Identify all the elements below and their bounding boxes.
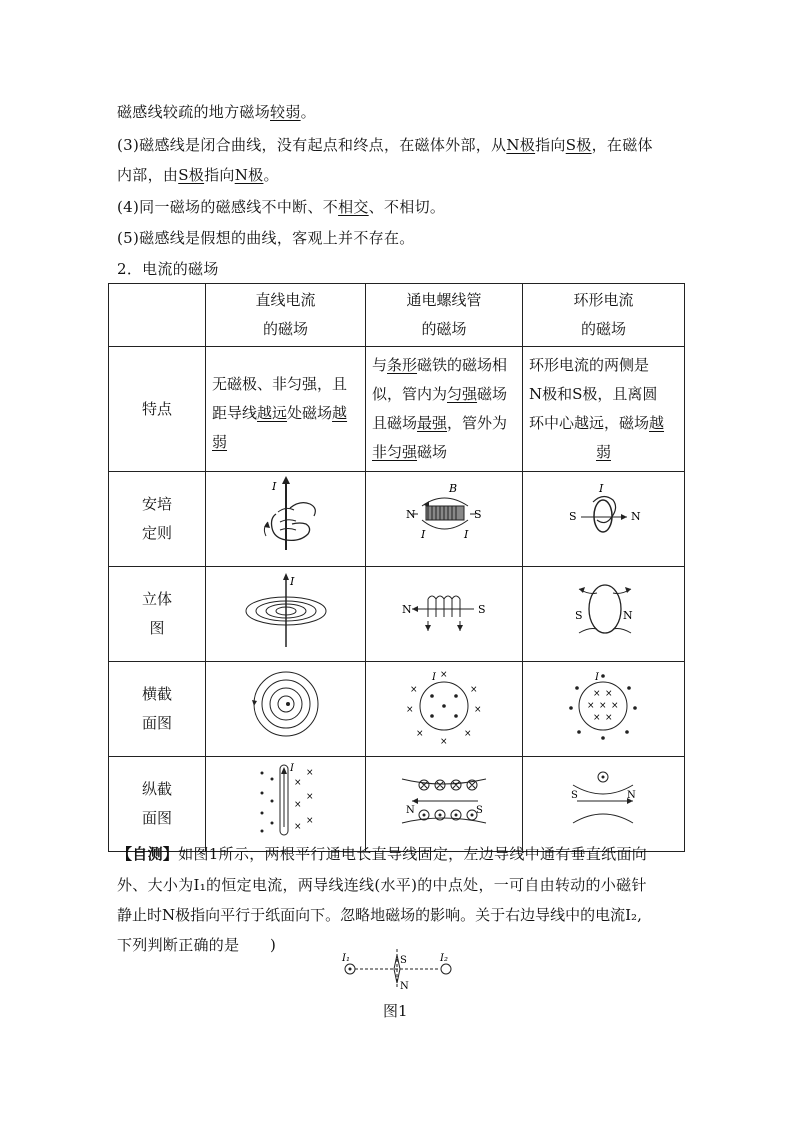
compass-s-label: S	[400, 955, 407, 966]
cross-mark: ×	[416, 729, 424, 739]
cell-text: 环形电流的两侧是	[529, 356, 650, 374]
text: 2．电流的磁场	[117, 260, 219, 278]
table-row-ampere-rule	[109, 472, 685, 567]
text-line-2	[117, 134, 653, 155]
header-text: 的磁场	[580, 320, 626, 338]
cross-mark: ×	[306, 768, 314, 778]
table-row-3d	[109, 567, 685, 662]
text-line-3	[117, 164, 279, 185]
ampere-straight-cell	[206, 472, 366, 567]
cell-text: 且磁场	[372, 414, 418, 432]
answer-underline: S极	[565, 136, 592, 154]
south-label: S	[575, 609, 583, 622]
cross-loop-cell	[523, 662, 685, 757]
cross-mark: ×	[587, 701, 595, 711]
straight-wire-longitudinal-icon	[206, 757, 365, 841]
question-line-3	[117, 904, 642, 925]
cell-text: 处磁场	[287, 403, 333, 422]
cross-straight-cell	[206, 662, 366, 757]
cell-text: 距导线	[212, 403, 258, 422]
cross-mark: ×	[294, 778, 302, 788]
cross-mark: ×	[599, 701, 607, 711]
south-label: S	[571, 790, 578, 801]
ampere-loop-cell	[523, 472, 685, 567]
question-text: 下列判断正确的是 )	[117, 936, 277, 954]
row-label-text: 横截	[141, 685, 172, 703]
solenoid-longitudinal-icon	[366, 757, 522, 841]
section-heading	[117, 258, 219, 279]
cell-text: 环中心越远，磁场	[529, 414, 650, 432]
cell-text: 磁场	[417, 443, 448, 461]
header-solenoid	[366, 284, 523, 347]
3d-solenoid-cell	[366, 567, 523, 662]
answer-underline: 最强	[417, 414, 448, 432]
cell-text: 磁铁的磁场相	[417, 356, 508, 374]
cross-mark: ×	[605, 689, 613, 699]
text: (3)磁感线是闭合曲线，没有起点和终点，在磁体外部，从	[117, 136, 507, 154]
cross-mark: ×	[306, 816, 314, 826]
text: 内部，由	[117, 166, 179, 184]
cell-text: ，管外为	[447, 414, 508, 432]
north-label: N	[623, 609, 633, 622]
answer-underline: 较弱	[270, 103, 301, 121]
figure-1-diagram	[330, 945, 470, 995]
current-label: I	[464, 528, 469, 541]
answer-underline: 弱	[595, 443, 611, 461]
right-hand-loop-icon	[523, 472, 684, 556]
question-tag: 【自测】	[117, 845, 179, 863]
cross-mark: ×	[470, 685, 478, 695]
south-label: S	[474, 508, 482, 521]
solenoid-cross-section-icon	[366, 662, 522, 746]
3d-loop-cell	[523, 567, 685, 662]
row-label-text: 面图	[141, 809, 172, 827]
row-label	[109, 757, 206, 852]
field-label: B	[449, 482, 458, 495]
current-label: I	[595, 672, 599, 683]
question-line-4	[117, 934, 276, 955]
answer-underline: 弱	[212, 432, 228, 451]
ampere-solenoid-cell	[366, 472, 523, 567]
cross-mark: ×	[410, 685, 418, 695]
question-line-1	[117, 843, 647, 864]
current-label: I	[599, 482, 604, 495]
straight-wire-3d-icon	[206, 567, 365, 651]
cell-text: 与	[372, 356, 388, 374]
header-loop-current	[523, 284, 685, 347]
header-straight-current	[206, 284, 366, 347]
figure-caption: 图1	[383, 1002, 408, 1020]
question-line-2	[117, 874, 647, 895]
row-label: 特点	[109, 347, 206, 472]
text-line-1	[117, 101, 316, 122]
current-label: I	[290, 763, 294, 774]
table-row-cross-section	[109, 662, 685, 757]
straight-wire-cross-section-icon	[206, 662, 365, 746]
cross-marks-outer	[406, 670, 482, 746]
answer-underline: S极	[178, 166, 205, 184]
compass-n-label: N	[400, 981, 409, 992]
text: 指向	[204, 166, 235, 184]
north-label: N	[406, 508, 416, 521]
text-line-4	[117, 196, 445, 217]
row-label-text: 定则	[141, 524, 172, 542]
cross-mark: ×	[593, 689, 601, 699]
table-row-features	[109, 347, 685, 472]
feature-loop	[523, 347, 685, 472]
row-label-text: 安培	[141, 495, 172, 513]
row-label	[109, 662, 206, 757]
right-hand-solenoid-icon	[366, 472, 522, 556]
cross-mark: ×	[306, 792, 314, 802]
text: 。	[263, 166, 279, 184]
text: 磁感线较疏的地方磁场	[117, 103, 271, 121]
north-label: N	[631, 510, 641, 523]
current-magnetic-field-table	[108, 283, 685, 852]
loop-cross-section-icon	[523, 662, 684, 746]
row-label-text: 立体	[141, 590, 172, 608]
row-label-text: 图	[149, 619, 165, 637]
row-label-text: 纵截	[141, 780, 172, 798]
answer-underline: 越远	[257, 403, 288, 422]
cross-mark: ×	[406, 705, 414, 715]
current-i1-label: I₁	[342, 953, 350, 964]
solenoid-3d-icon	[366, 567, 522, 651]
answer-underline: 越	[332, 403, 348, 422]
cross-solenoid-cell	[366, 662, 523, 757]
answer-underline: N极	[234, 166, 264, 184]
cross-marks-inner	[587, 689, 619, 723]
answer-underline: 非匀强	[372, 443, 418, 461]
current-label: I	[290, 575, 295, 588]
header-text: 直线电流	[255, 291, 316, 309]
question-text: 静止时N极指向平行于纸面向下。忽略地磁场的影响。关于右边导线中的电流I₂,	[117, 906, 642, 924]
feature-straight	[206, 347, 366, 472]
header-text: 的磁场	[262, 320, 308, 338]
north-label: N	[402, 603, 412, 616]
north-label: N	[406, 805, 415, 816]
current-label: I	[272, 480, 277, 493]
cross-mark: ×	[440, 737, 448, 746]
loop-3d-icon	[523, 567, 684, 651]
cell-text: 似，管内为	[372, 385, 448, 403]
header-text: 通电螺线管	[406, 291, 482, 309]
cross-mark: ×	[464, 729, 472, 739]
text: (5)磁感线是假想的曲线，客观上并不存在。	[117, 229, 415, 247]
table-corner-cell	[109, 284, 206, 347]
right-hand-straight-wire-icon	[206, 472, 365, 556]
south-label: S	[478, 603, 486, 616]
cross-marks-right	[294, 768, 314, 832]
current-i2-label: I₂	[440, 953, 448, 964]
table-row-longitudinal	[109, 757, 685, 852]
3d-straight-cell	[206, 567, 366, 662]
row-label	[109, 567, 206, 662]
text: (4)同一磁场的磁感线不中断、不	[117, 198, 339, 216]
text: 。	[300, 103, 316, 121]
question-text: 如图1所示，两根平行通电长直导线固定，左边导线中通有垂直纸面向	[178, 845, 648, 863]
cross-mark: ×	[294, 800, 302, 810]
text: 、不相切。	[368, 198, 446, 216]
long-solenoid-cell	[366, 757, 523, 852]
cross-mark: ×	[474, 705, 482, 715]
loop-longitudinal-icon	[523, 757, 684, 841]
answer-underline: 相交	[338, 198, 369, 216]
feature-solenoid	[366, 347, 523, 472]
current-label: I	[432, 672, 436, 683]
cell-text: 无磁极、非匀强，且	[212, 374, 348, 393]
cross-mark: ×	[593, 713, 601, 723]
long-loop-cell	[523, 757, 685, 852]
row-label	[109, 472, 206, 567]
long-straight-cell	[206, 757, 366, 852]
table-header-row	[109, 284, 685, 347]
answer-underline: N极	[506, 136, 536, 154]
answer-underline: 匀强	[447, 385, 478, 403]
cross-mark: ×	[294, 822, 302, 832]
text: ，在磁体	[591, 136, 653, 154]
text-line-5	[117, 227, 415, 248]
cross-mark: ×	[611, 701, 619, 711]
south-label: S	[476, 805, 483, 816]
header-text: 环形电流	[573, 291, 634, 309]
current-label: I	[421, 528, 426, 541]
cross-mark: ×	[440, 670, 448, 680]
cross-mark: ×	[605, 713, 613, 723]
south-label: S	[569, 510, 577, 523]
question-text: 外、大小为I₁的恒定电流，两导线连线(水平)的中点处，一可自由转动的小磁针	[117, 876, 647, 894]
row-label-text: 面图	[141, 714, 172, 732]
answer-underline: 越	[649, 414, 665, 432]
north-label: N	[627, 790, 636, 801]
answer-underline: 条形	[387, 356, 418, 374]
header-text: 的磁场	[421, 320, 467, 338]
cell-text: N极和S极，且离圆	[529, 385, 658, 403]
text: 指向	[535, 136, 566, 154]
cell-text: 磁场	[477, 385, 508, 403]
